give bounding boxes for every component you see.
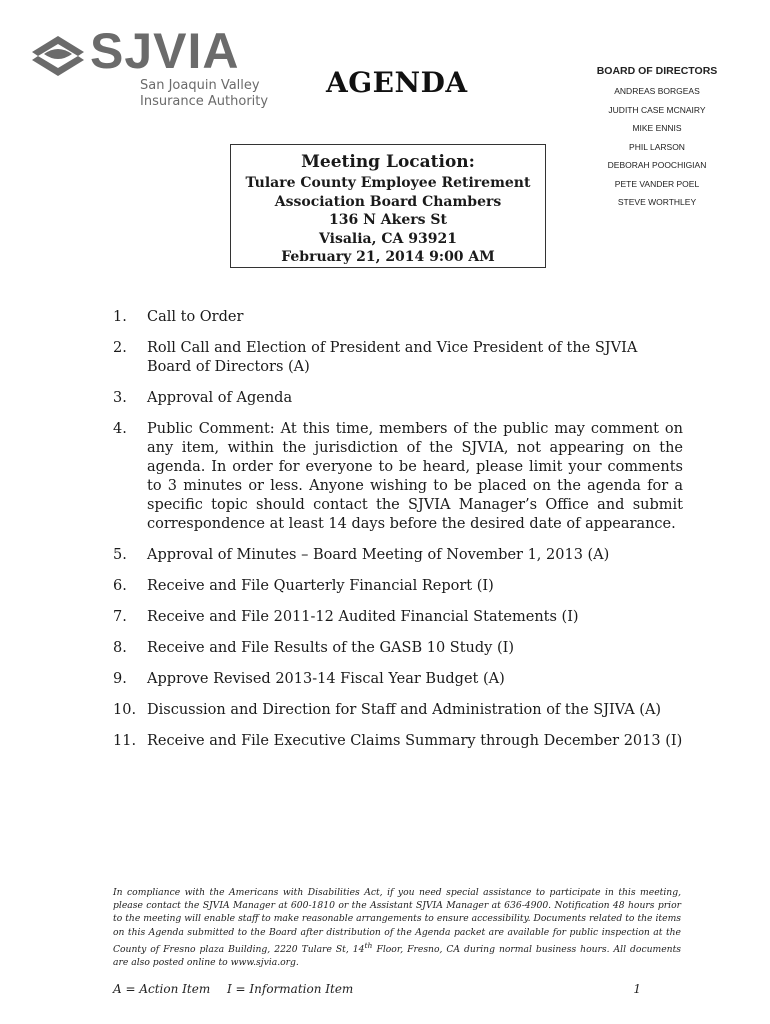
board-member: DEBORAH POOCHIGIAN	[607, 160, 707, 170]
agenda-item-text: Approval of Minutes – Board Meeting of November 1, 2013 (A)	[147, 547, 610, 563]
agenda-item	[113, 577, 683, 596]
ada-disclaimer	[113, 886, 681, 969]
agenda-item-number: 2.	[113, 340, 127, 356]
agenda-item	[113, 546, 683, 565]
agenda-item-text: Roll Call and Election of President and Vice President of the SJVIA Board of Directors (A)	[147, 340, 638, 375]
agenda-item	[113, 732, 683, 751]
agenda-item	[113, 339, 683, 377]
page-title: AGENDA	[326, 66, 468, 99]
agenda-item-number: 3.	[113, 390, 127, 406]
agenda-item-text: Receive and File Quarterly Financial Report (I)	[147, 578, 494, 594]
agenda-item-number: 11.	[113, 733, 137, 749]
agenda-item-number: 7.	[113, 609, 127, 625]
agenda-item-text: Approve Revised 2013-14 Fiscal Year Budget (A)	[147, 671, 505, 687]
agenda-item-number: 10.	[113, 702, 137, 718]
logo-subtitle-line1: San Joaquin Valley	[140, 78, 260, 93]
meeting-location-line: Tulare County Employee Retirement	[245, 175, 531, 191]
disclaimer-text-end: Floor, Fresno, CA during normal business hours. All documents are also posted online to www.sjvia.org.	[113, 943, 681, 969]
agenda-item	[113, 308, 683, 327]
agenda-item-text: Receive and File Executive Claims Summary through December 2013 (I)	[147, 733, 683, 749]
agenda-item	[113, 420, 683, 534]
agenda-item	[113, 701, 683, 720]
agenda-item-text: Public Comment: At this time, members of the public may comment on any item, within the jurisdiction of the SJVIA, not appearing on the agenda. In order for everyone to be heard, please limit your comments to 3 minutes or less. Anyone wishing to be placed on the agenda for a specific topic should contact the SJVIA Manager’s Office and submit correspondence at least 14 days before the desired date of appearance.	[147, 421, 683, 532]
logo-subtitle-line2: Insurance Authority	[140, 94, 269, 109]
board-heading: BOARD OF DIRECTORS	[596, 65, 718, 77]
board-member: JUDITH CASE MCNAIRY	[608, 104, 706, 115]
disclaimer-superscript: th	[364, 940, 373, 950]
board-member: PHIL LARSON	[629, 141, 685, 152]
sjvia-logo	[28, 23, 278, 110]
agenda-item-text: Call to Order	[147, 309, 244, 325]
meeting-location-heading: Meeting Location:	[301, 152, 475, 172]
meeting-location-line: 136 N Akers St	[329, 212, 447, 228]
agenda-item	[113, 670, 683, 689]
logo-mark-icon	[28, 32, 88, 76]
board-member: MIKE ENNIS	[632, 123, 682, 133]
board-member: ANDREAS BORGEAS	[614, 86, 700, 96]
board-member: STEVE WORTHLEY	[617, 197, 697, 207]
agenda-item-number: 6.	[113, 578, 127, 594]
legend-action-item: A = Action Item	[113, 982, 211, 996]
agenda-items-list	[113, 308, 683, 763]
agenda-item	[113, 389, 683, 408]
agenda-item-text: Receive and File Results of the GASB 10 Study (I)	[147, 640, 515, 656]
page-number: 1	[633, 982, 641, 996]
agenda-item-number: 9.	[113, 671, 127, 687]
meeting-date-time: February 21, 2014 9:00 AM	[281, 249, 495, 265]
agenda-item-text: Approval of Agenda	[147, 390, 293, 406]
agenda-item-number: 5.	[113, 547, 127, 563]
meeting-location-line: Visalia, CA 93921	[319, 230, 457, 247]
logo-subtitle	[140, 78, 300, 110]
disclaimer-text: In compliance with the Americans with Disabilities Act, if you need special assistance to participate in this meeting, please contact the SJVIA Manager at 600-1810 or the Assistant SJVIA Manager at 636-4900. Notification 48 hours prior to the meeting will enable staff to make reasonable arrangements to ensure accessibility. Documents related to the items on this Agenda submitted to the Board after distribution of the Agenda packet are available for public inspection at the County of Fresno plaza Building, 2220 Tulare St, 14	[113, 887, 681, 955]
agenda-item-number: 4.	[113, 421, 127, 437]
agenda-item-number: 8.	[113, 640, 127, 656]
board-of-directors	[582, 64, 732, 212]
agenda-item	[113, 639, 683, 658]
board-member: PETE VANDER POEL	[614, 178, 700, 189]
legend-information-item: I = Information Item	[227, 982, 354, 996]
meeting-location-line: Association Board Chambers	[274, 193, 502, 210]
meeting-location-box	[230, 144, 546, 268]
agenda-item	[113, 608, 683, 627]
agenda-item-text: Receive and File 2011-12 Audited Financial Statements (I)	[147, 609, 579, 625]
logo-wordmark: SJVIA	[90, 23, 240, 79]
agenda-item-text: Discussion and Direction for Staff and Administration of the SJIVA (A)	[147, 702, 662, 718]
agenda-item-number: 1.	[113, 309, 127, 325]
